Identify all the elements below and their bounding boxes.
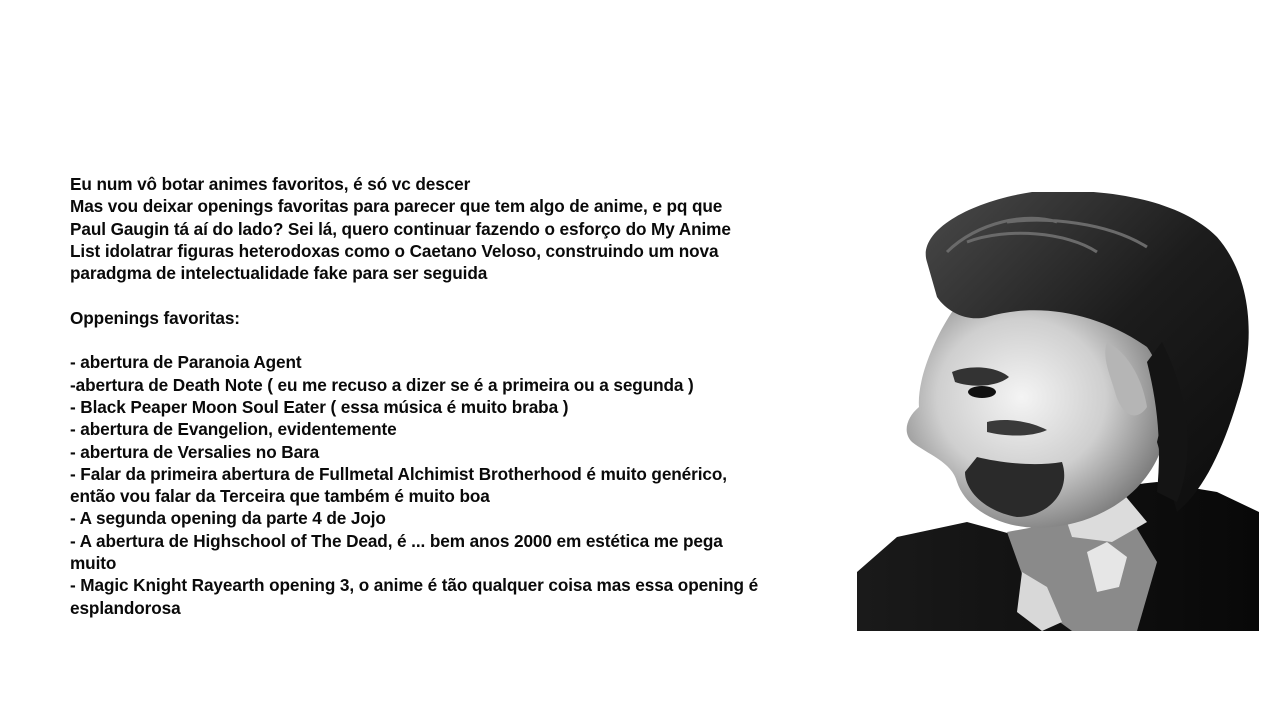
portrait-photo	[857, 192, 1259, 631]
opening-item: - abertura de Paranoia Agent	[70, 352, 302, 373]
opening-item: - abertura de Evangelion, evidentemente	[70, 419, 397, 440]
intro-line: Eu num vô botar animes favoritos, é só vc descer	[70, 174, 471, 194]
intro-line: List idolatrar figuras heterodoxas como o Caetano Veloso, construindo um nova	[70, 240, 719, 261]
opening-item: - abertura de Versalies no Bara	[70, 441, 320, 462]
intro-line: paradgma de intelectualidade fake para ser seguida	[70, 263, 488, 284]
opening-item: muito	[70, 553, 117, 574]
intro-line: Paul Gaugin tá aí do lado? Sei lá, quero continuar fazendo o esforço do My Anime	[70, 218, 731, 239]
opening-item: esplandorosa	[70, 597, 181, 618]
openings-heading: Oppenings favoritas:	[70, 307, 240, 328]
opening-item: -abertura de Death Note ( eu me recuso a dizer se é a primeira ou a segunda )	[70, 374, 694, 395]
opening-item: - Black Peaper Moon Soul Eater ( essa música é muito braba )	[70, 396, 569, 417]
spacer	[70, 284, 845, 306]
spacer	[70, 329, 845, 351]
opening-item: então vou falar da Terceira que também é muito boa	[70, 486, 490, 507]
text-block	[70, 173, 845, 619]
intro-line: Mas vou deixar openings favoritas para parecer que tem algo de anime, e pq que	[70, 196, 723, 217]
opening-item: - A segunda opening da parte 4 de Jojo	[70, 508, 386, 529]
opening-item: - Magic Knight Rayearth opening 3, o anime é tão qualquer coisa mas essa opening é	[70, 575, 759, 596]
opening-item: - Falar da primeira abertura de Fullmetal Alchimist Brotherhood é muito genérico,	[70, 463, 727, 484]
opening-item: - A abertura de Highschool of The Dead, é ... bem anos 2000 em estética me pega	[70, 530, 723, 551]
